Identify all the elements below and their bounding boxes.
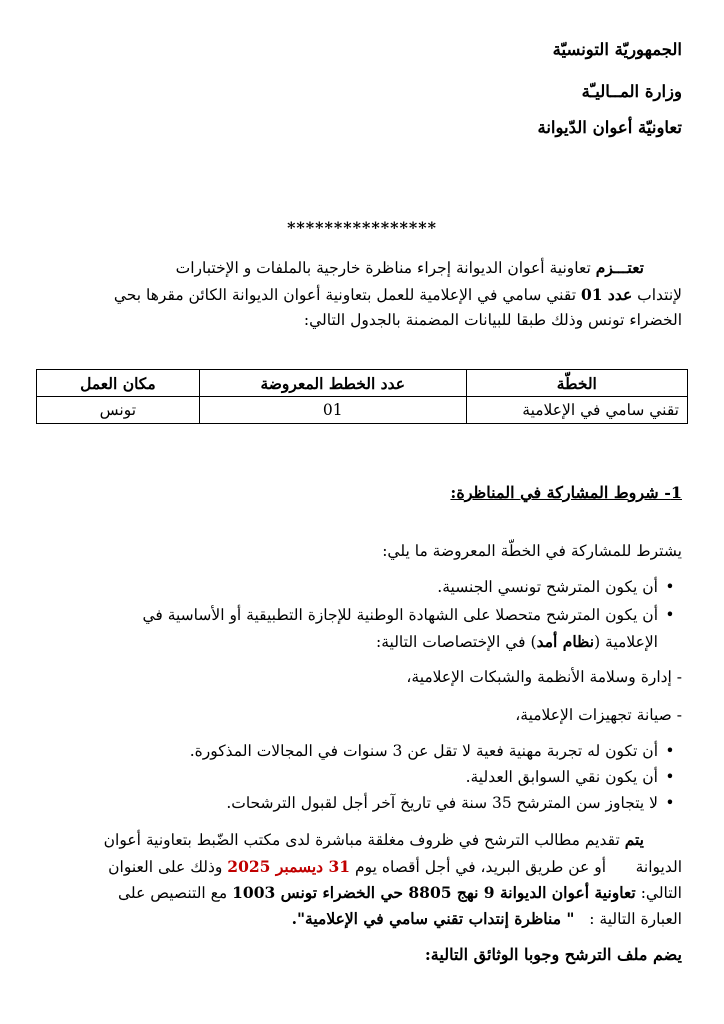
deadline-date: 31 ديسمبر 2025 <box>227 857 351 876</box>
intro-line-3: الخضراء تونس وذلك طبقا للبيانات المضمنة بالجدول التالي: <box>303 311 682 329</box>
intro-line-2-c: تقني سامي في الإعلامية للعمل بتعاونية أعوان الديوانة الكائن مقرها بحي <box>113 286 581 304</box>
submission-line-4 <box>292 909 682 928</box>
bullet-cont-c: ) في الإختصاصات التالية: <box>376 633 537 651</box>
bullet-icon: • <box>665 578 675 596</box>
section-1-title: 1- شروط المشاركة في المناظرة: <box>450 483 682 502</box>
submission-line-4-a: العبارة التالية : <box>574 910 682 928</box>
intro-count: عدد 01 <box>580 285 633 304</box>
bullet-icon: • <box>665 742 675 760</box>
table-row <box>37 397 688 424</box>
submission-line-2-a: الديوانة أو عن طريق البريد، في أجل أقصاه يوم <box>350 858 682 876</box>
bullet-icon: • <box>665 606 675 624</box>
header-ministry: وزارة المــاليـّة <box>581 82 682 101</box>
bullet-cont-a: الإعلامية ( <box>594 633 658 651</box>
bullet-cont-system: نظام أمد <box>536 632 595 651</box>
submission-line-2 <box>108 857 682 876</box>
bullet-text: أن يكون المترشح متحصلا على الشهادة الوطنية للإجازة التطبيقية أو الأساسية في <box>142 606 658 624</box>
header-republic: الجمهوريّة التونسيّة <box>552 40 682 59</box>
submission-address: تعاونية أعوان الديوانة 9 نهج 8805 حي الخضراء تونس 1003 <box>232 883 636 902</box>
submission-phrase: " مناظرة إنتداب تقني سامي في الإعلامية". <box>291 909 575 928</box>
specialty-item: - إدارة وسلامة الأنظمة والشبكات الإعلامية، <box>406 668 682 686</box>
list-item <box>142 606 682 624</box>
intro-line-2-a: لإنتداب <box>632 286 682 304</box>
col-header-count: عدد الخطط المعروضة <box>199 370 466 397</box>
table-header-row <box>37 370 688 397</box>
intro-line-1-text: تعاونية أعوان الديوانة إجراء مناظرة خارجية بالملفات و الإختبارات <box>175 259 596 277</box>
intro-verb: تعتـــزم <box>595 258 644 277</box>
documents-title: يضم ملف الترشح وجوبا الوثائق التالية: <box>424 945 682 964</box>
list-item <box>466 768 682 786</box>
list-item <box>190 742 682 760</box>
bullet-continuation <box>376 632 658 651</box>
cell-position: تقني سامي في الإعلامية <box>466 397 687 424</box>
bullet-text: أن تكون له تجربة مهنية فعية لا تقل عن 3 سنوات في المجالات المذكورة. <box>189 742 658 760</box>
intro-line-2 <box>114 285 682 304</box>
col-header-location: مكان العمل <box>37 370 200 397</box>
cell-count: 01 <box>199 397 466 424</box>
header-cooperative: تعاونيّة أعوان الدّيوانة <box>537 118 682 137</box>
specialty-item: - صيانة تجهيزات الإعلامية، <box>515 706 682 724</box>
submission-line-1-text: تقديم مطالب الترشح في ظروف مغلقة مباشرة لدى مكتب الضّبط بتعاونية أعوان <box>103 831 625 849</box>
bullet-text: أن يكون المترشح تونسي الجنسية. <box>437 578 658 596</box>
bullet-icon: • <box>665 768 675 786</box>
submission-line-3-a: التالي: <box>635 884 682 902</box>
list-item <box>437 578 682 596</box>
list-item <box>226 794 682 812</box>
separator-stars: **************** <box>287 218 437 237</box>
submission-line-1 <box>104 830 644 849</box>
col-header-position: الخطّة <box>466 370 687 397</box>
intro-line-1 <box>176 258 644 277</box>
cell-location: تونس <box>37 397 200 424</box>
submission-line-2-c: وذلك على العنوان <box>108 858 228 876</box>
bullet-text: أن يكون نقي السوابق العدلية. <box>465 768 658 786</box>
submission-line-3-c: مع التنصيص على <box>118 884 233 902</box>
bullet-text: لا يتجاوز سن المترشح 35 سنة في تاريخ آخر أجل لقبول الترشحات. <box>226 794 658 812</box>
bullet-icon: • <box>665 794 675 812</box>
submission-verb: يتم <box>624 830 644 849</box>
conditions-intro: يشترط للمشاركة في الخطّة المعروضة ما يلي: <box>382 542 682 560</box>
positions-table <box>36 369 688 424</box>
submission-line-3 <box>118 883 682 902</box>
